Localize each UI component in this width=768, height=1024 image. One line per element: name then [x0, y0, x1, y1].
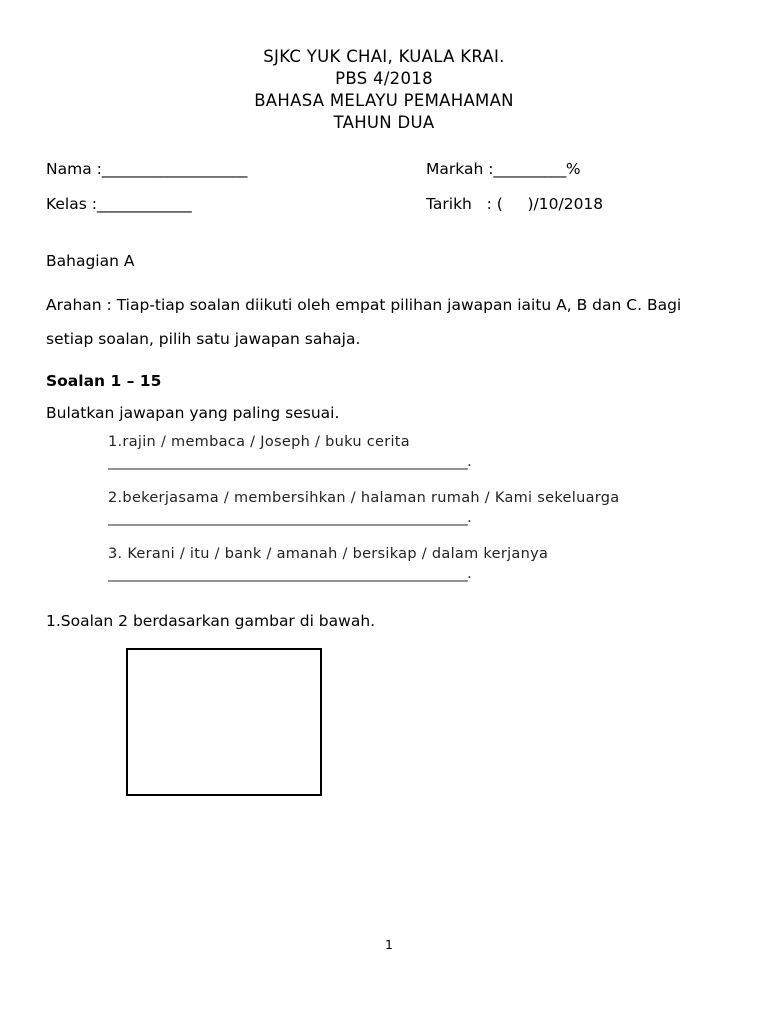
subject-title: BAHASA MELAYU PEMAHAMAN — [254, 91, 514, 110]
answer-period: . — [467, 566, 472, 582]
page-number: 1 — [385, 937, 393, 952]
list-item — [108, 434, 712, 470]
picture-question-label: 1.Soalan 2 berdasarkan gambar di bawah. — [46, 612, 376, 630]
question-text: 3. Kerani / itu / bank / amanah / bersikap / dalam kerjanya — [108, 546, 549, 562]
question-text: 2.bekerjasama / membersihkan / halaman rumah / Kami sekeluarga — [108, 490, 620, 506]
nama-blank: ____________________ — [101, 160, 247, 178]
student-info-fields — [46, 160, 712, 230]
field-row-nama-markah — [46, 160, 712, 195]
question-list — [46, 434, 712, 582]
nama-label: Nama : — [46, 160, 102, 178]
list-item — [108, 546, 712, 582]
answer-period: . — [467, 510, 472, 526]
answer-blank-line[interactable] — [108, 566, 712, 582]
answer-blank-line[interactable] — [108, 510, 712, 526]
field-row-kelas-tarikh — [46, 195, 712, 230]
kelas-field[interactable] — [46, 195, 426, 213]
kelas-blank: _____________ — [96, 195, 192, 213]
answer-underscores: ______________________________________________________ — [108, 454, 468, 470]
tarikh-label: Tarikh : ( — [426, 195, 503, 213]
answer-underscores: ______________________________________________________ — [108, 510, 468, 526]
markah-blank: __________ — [493, 160, 566, 178]
subinstruction-text: Bulatkan jawapan yang paling sesuai. — [46, 404, 340, 422]
markah-unit: % — [565, 160, 581, 178]
kelas-label: Kelas : — [46, 195, 97, 213]
tarikh-field[interactable] — [426, 195, 603, 213]
year-level: TAHUN DUA — [333, 113, 435, 132]
nama-field[interactable] — [46, 160, 426, 178]
answer-underscores: ______________________________________________________ — [108, 566, 468, 582]
question-text: 1.rajin / membaca / Joseph / buku cerita — [108, 434, 410, 450]
answer-period: . — [467, 454, 472, 470]
instructions-text: Arahan : Tiap-tiap soalan diikuti oleh empat pilihan jawapan iaitu A, B dan C. Bagi setiap soalan, pilih satu jawapan sahaja. — [46, 296, 682, 348]
section-heading-bahagian-a: Bahagian A — [46, 252, 135, 270]
markah-label: Markah : — [426, 160, 494, 178]
document-header — [56, 46, 712, 134]
list-item — [108, 490, 712, 526]
tarikh-value: )/10/2018 — [502, 195, 604, 213]
answer-blank-line[interactable] — [108, 454, 712, 470]
picture-placeholder-box — [126, 648, 322, 796]
assessment-code: PBS 4/2018 — [335, 69, 433, 88]
question-range-heading: Soalan 1 – 15 — [46, 372, 162, 390]
school-name: SJKC YUK CHAI, KUALA KRAI. — [263, 47, 505, 66]
markah-field[interactable] — [426, 160, 581, 178]
